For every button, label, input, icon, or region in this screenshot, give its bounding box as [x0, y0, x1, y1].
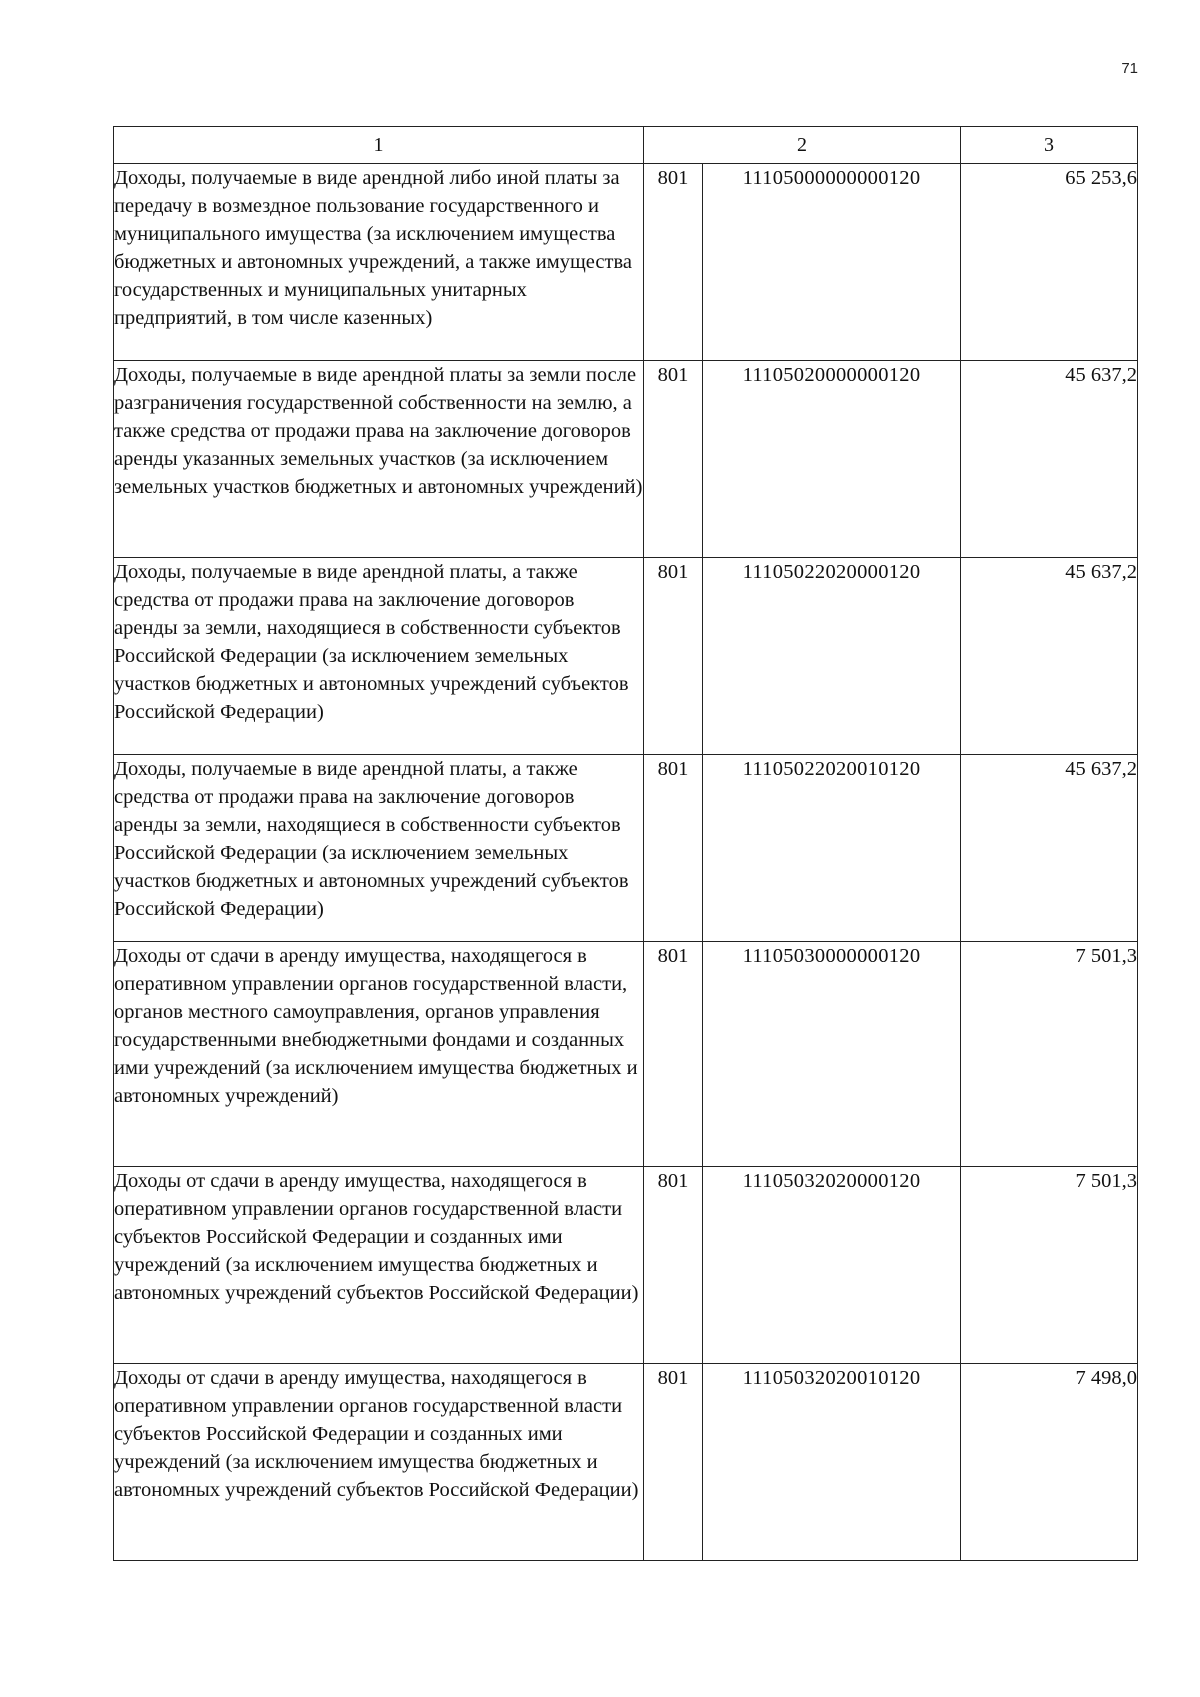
table-row [114, 558, 1138, 755]
table-row [114, 942, 1138, 1167]
table-row [114, 1167, 1138, 1364]
row-amount: 7 498,0 [961, 1364, 1138, 1561]
row-description: Доходы от сдачи в аренду имущества, находящегося в оперативном управлении органов государственной власти, органов местного самоуправления, органов управления государственными внебюджетными фондами и созданных ими учреждений (за исключением имущества бюджетных и автономных учреждений) [114, 942, 644, 1167]
row-amount: 7 501,3 [961, 1167, 1138, 1364]
row-amount: 7 501,3 [961, 942, 1138, 1167]
row-admin-code: 801 [644, 1167, 703, 1364]
column-header-3: 3 [961, 127, 1138, 164]
row-admin-code: 801 [644, 1364, 703, 1561]
row-description: Доходы, получаемые в виде арендной платы, а также средства от продажи права на заключение договоров аренды за земли, находящиеся в собственности субъектов Российской Федерации (за исключением земельных участков бюджетных и автономных учреждений субъектов Российской Федерации) [114, 558, 644, 755]
row-amount: 45 637,2 [961, 558, 1138, 755]
column-header-2: 2 [644, 127, 961, 164]
table-row [114, 164, 1138, 361]
row-budget-code: 11105022020000120 [703, 558, 961, 755]
row-admin-code: 801 [644, 164, 703, 361]
row-amount: 45 637,2 [961, 361, 1138, 558]
row-amount: 45 637,2 [961, 755, 1138, 942]
row-budget-code: 11105020000000120 [703, 361, 961, 558]
row-description: Доходы, получаемые в виде арендной платы, а также средства от продажи права на заключение договоров аренды за земли, находящиеся в собственности субъектов Российской Федерации (за исключением земельных участков бюджетных и автономных учреждений субъектов Российской Федерации) [114, 755, 644, 942]
column-header-1: 1 [114, 127, 644, 164]
table-row [114, 755, 1138, 942]
table-row [114, 1364, 1138, 1561]
row-description: Доходы от сдачи в аренду имущества, находящегося в оперативном управлении органов государственной власти субъектов Российской Федерации и созданных ими учреждений (за исключением имущества бюджетных и автономных учреждений субъектов Российской Федерации) [114, 1167, 644, 1364]
page-number: 71 [1121, 60, 1138, 77]
row-admin-code: 801 [644, 558, 703, 755]
row-budget-code: 11105022020010120 [703, 755, 961, 942]
row-budget-code: 11105032020010120 [703, 1364, 961, 1561]
table-header-row [114, 127, 1138, 164]
row-amount: 65 253,6 [961, 164, 1138, 361]
table-row [114, 361, 1138, 558]
row-admin-code: 801 [644, 942, 703, 1167]
row-budget-code: 11105032020000120 [703, 1167, 961, 1364]
row-description: Доходы от сдачи в аренду имущества, находящегося в оперативном управлении органов государственной власти субъектов Российской Федерации и созданных ими учреждений (за исключением имущества бюджетных и автономных учреждений субъектов Российской Федерации) [114, 1364, 644, 1561]
row-budget-code: 11105030000000120 [703, 942, 961, 1167]
row-description: Доходы, получаемые в виде арендной либо иной платы за передачу в возмездное пользование государственного и муниципального имущества (за исключением имущества бюджетных и автономных учреждений, а также имущества государственных и муниципальных унитарных предприятий, в том числе казенных) [114, 164, 644, 361]
row-budget-code: 11105000000000120 [703, 164, 961, 361]
row-description: Доходы, получаемые в виде арендной платы за земли после разграничения государственной собственности на землю, а также средства от продажи права на заключение договоров аренды указанных земельных участков (за исключением земельных участков бюджетных и автономных учреждений) [114, 361, 644, 558]
revenue-table [113, 126, 1138, 1561]
row-admin-code: 801 [644, 755, 703, 942]
row-admin-code: 801 [644, 361, 703, 558]
